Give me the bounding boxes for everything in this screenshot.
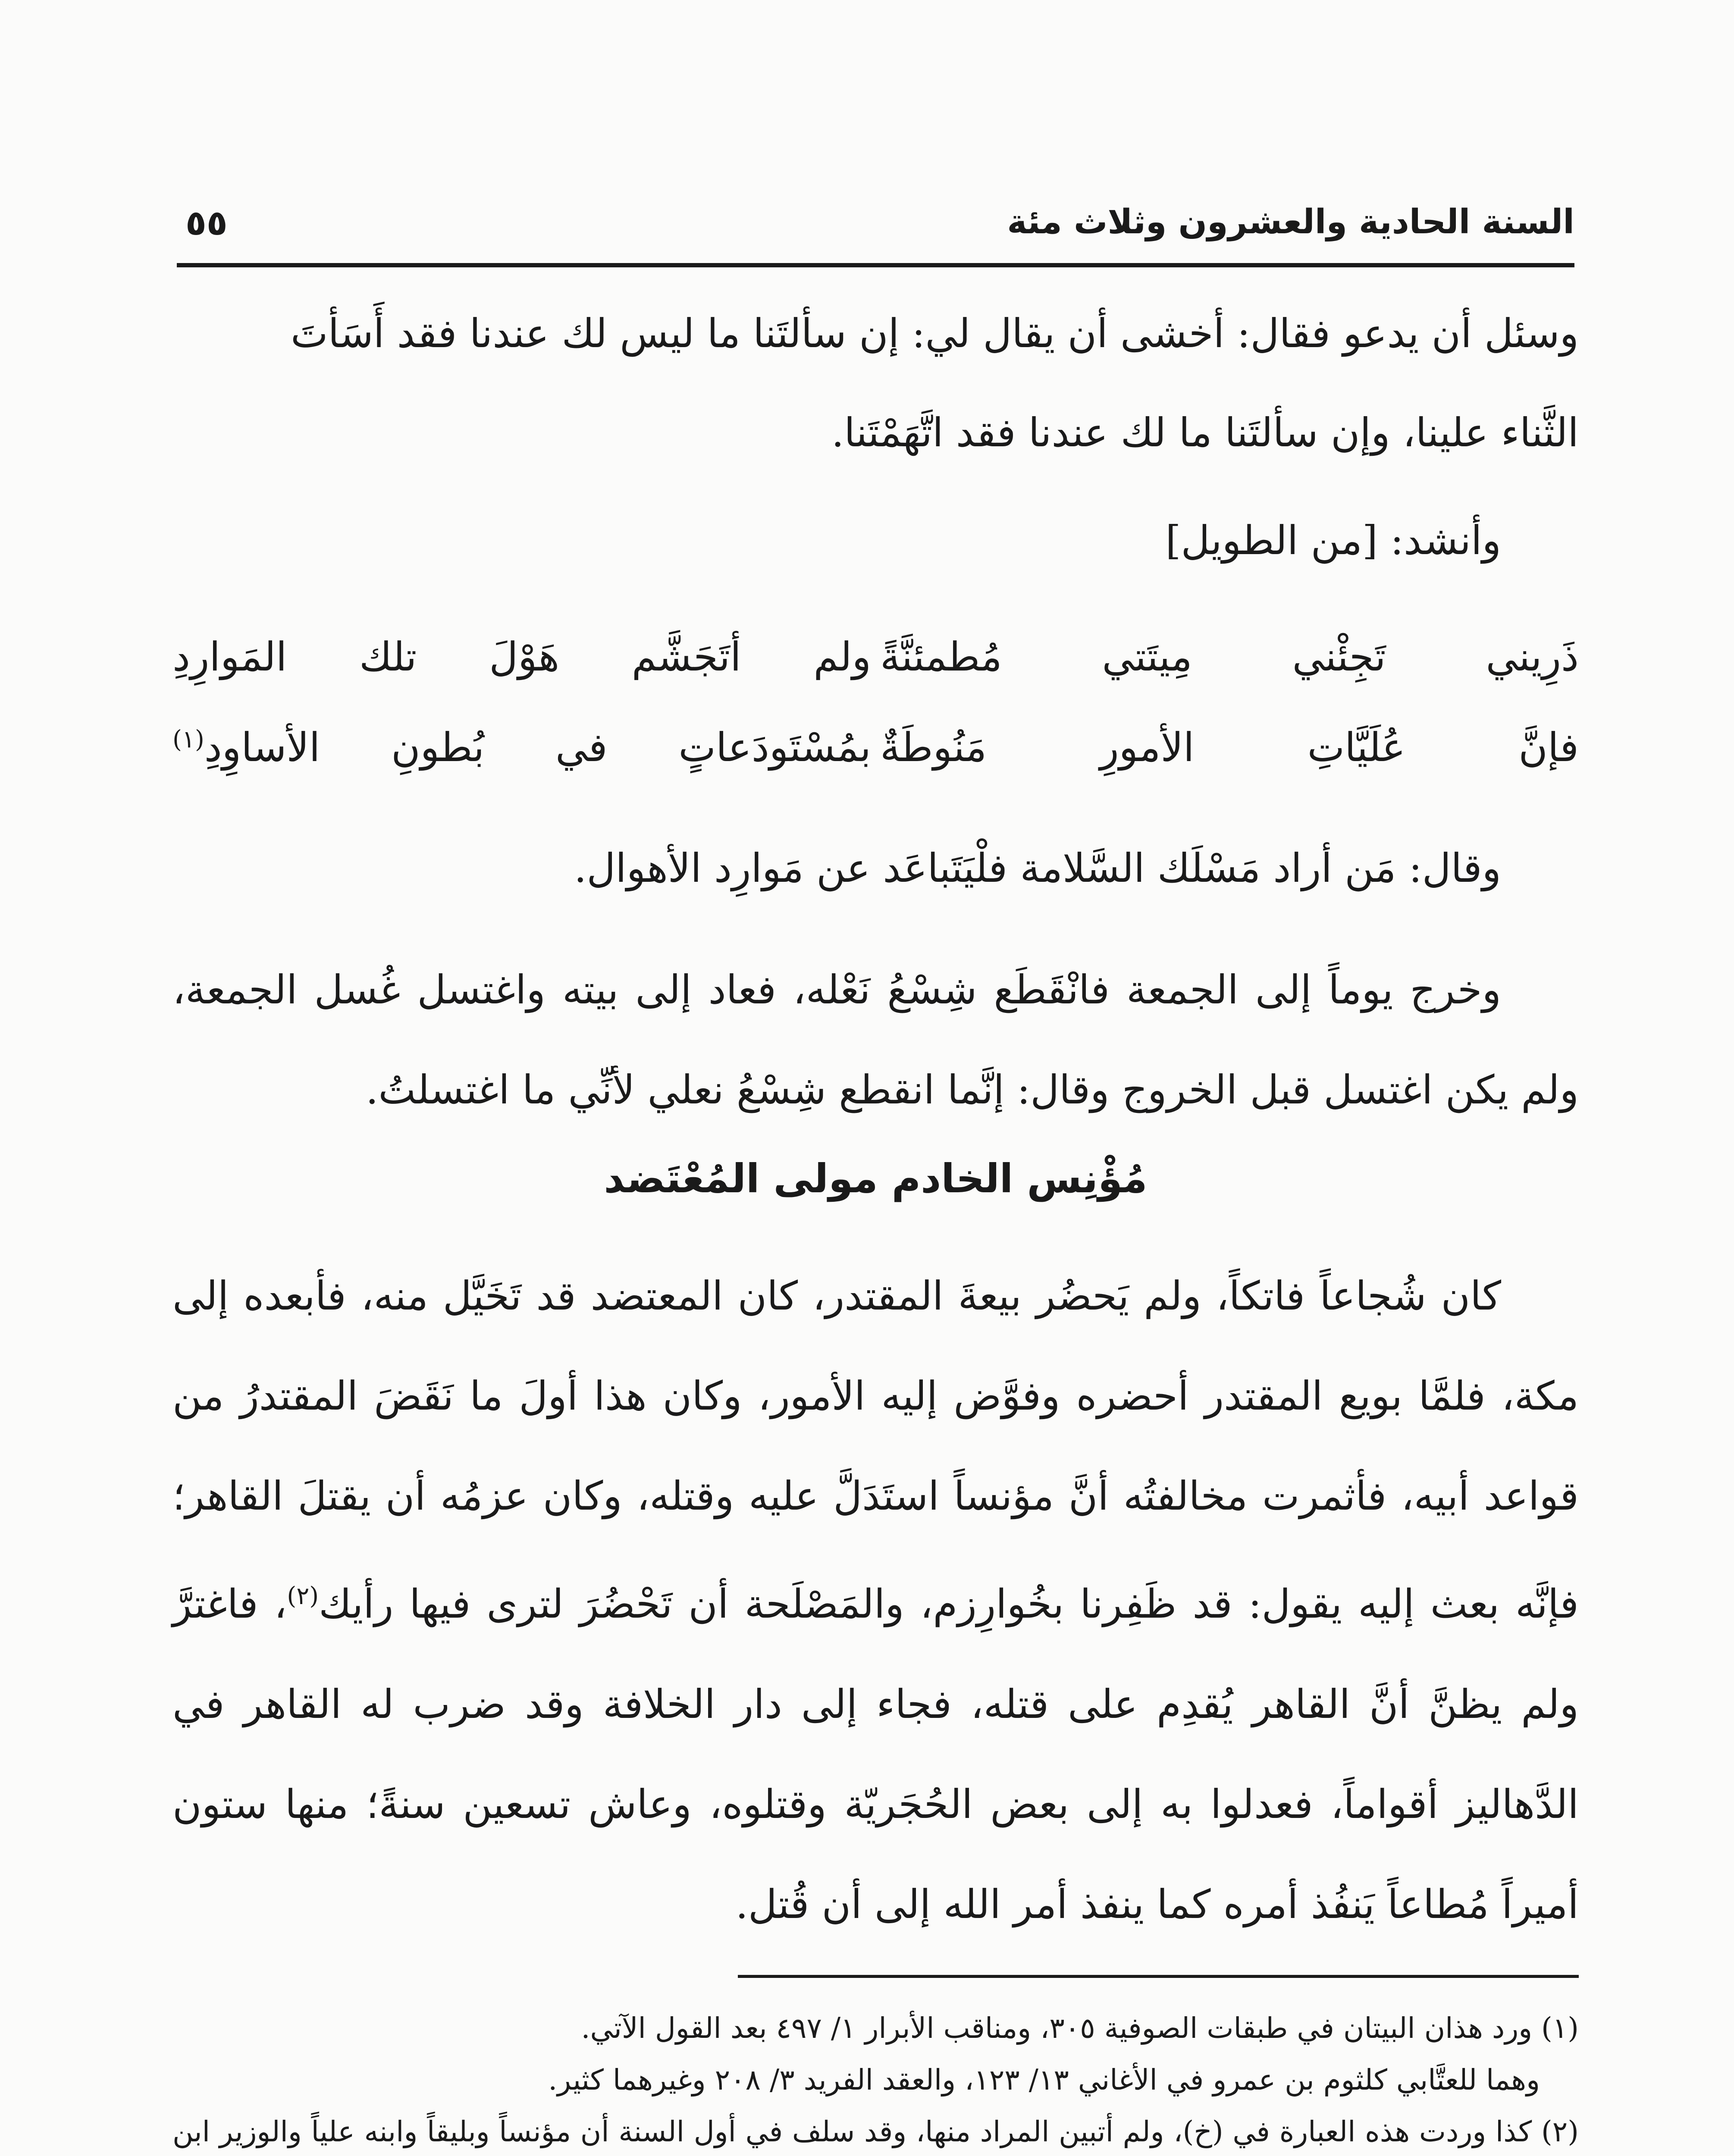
saying-line: وقال: مَن أراد مَسْلَك السَّلامة فلْيَتَباعَد عن مَوارِد الأهوال. (574, 845, 1501, 891)
footnote-2: (٢) كذا وردت هذه العبارة في (خ)، ولم أتبين المراد منها، وقد سلف في أول السنة أن مؤنساً وبليقاً وابنه علياً والوزير ابن (172, 2115, 1579, 2148)
verse-2-second-hemistich (172, 724, 871, 771)
verse-2-first-hemistich: فإنَّ عُلَيَّاتِ الأمورِ مَنُوطَةٌ (880, 724, 1579, 771)
paragraph-3 (172, 1246, 1579, 1955)
running-title: السنة الحادية والعشرون وثلاث مئة (1007, 203, 1574, 241)
section-heading: مُؤْنِس الخادم مولى المُعْتَضد (604, 1156, 1148, 1202)
paragraph-3-text-a: كان شُجاعاً فاتكاً، ولم يَحضُر بيعةَ المقتدر، كان المعتضد قد تَخَيَّل منه، فأبعده إلى مكة، فلمَّا بويع المقتدر أحضره وفوَّض إليه الأمور، وكان هذا أولَ ما نَقَضَ المقتدرُ من قواعد أبيه، فأثمرت مخالفتُه أنَّ مؤنساً استَدَلَّ عليه وقتله، وكان عزمُه أن يقتلَ القاهر؛ فإنَّه بعث إليه يقول: قد ظَفِرنا بخُوارِزم، والمَصْلَحة أن تَحْضُرَ لترى فيها رأيك (172, 1273, 1579, 1627)
verse-1-first-hemistich: ذَرِيني تَجِئْني مِيتَتي مُطمئنَّةً (880, 634, 1579, 680)
page-number: ٥٥ (185, 203, 228, 243)
page-header (177, 190, 1574, 254)
verse-2 (172, 724, 1579, 802)
verse-1 (172, 634, 1579, 711)
paragraph-1-line-1: وسئل أن يدعو فقال: أخشى أن يقال لي: إن سألتَنا ما ليس لك عندنا فقد أَسَأتَ (291, 310, 1579, 357)
paragraph-2: وخرج يوماً إلى الجمعة فانْقَطَع شِسْعُ نَعْله، فعاد إلى بيته واغتسل غُسل الجمعة، ولم يكن اغتسل قبل الخروج وقال: إنَّما انقطع شِسْعُ نعلي لأنِّي ما اغتسلتُ. (172, 967, 1579, 1113)
footnote-rule (738, 1975, 1579, 1978)
paragraph-3-text-b: ، فاغترَّ ولم يظنَّ أنَّ القاهر يُقدِم على قتله، فجاء إلى دار الخلافة وقد ضرب له القاهر في الدَّهاليز أقواماً، فعدلوا به إلى بعض الحُجَريّة وقتلوه، وعاش تسعين سنةً؛ منها ستون أميراً مُطاعاً يَنفُذ أمره كما ينفذ أمر الله إلى أن قُتل. (172, 1581, 1579, 1927)
footnote-1-line-1: (١) ورد هذان البيتان في طبقات الصوفية ٣٠٥، ومناقب الأبرار ١/ ٤٩٧ بعد القول الآتي. (581, 2012, 1579, 2045)
header-rule (177, 263, 1574, 267)
footnote-ref-1[interactable]: (١) (172, 725, 204, 754)
verse-intro: وأنشد: [من الطويل] (1165, 517, 1501, 564)
verse-1-second-hemistich: ولم أتَجَشَّم هَوْلَ تلك المَوارِدِ (172, 634, 871, 680)
footnote-1-line-2: وهما للعتَّابي كلثوم بن عمرو في الأغاني ١٣/ ١٢٣، والعقد الفريد ٣/ ٢٠٨ وغيرهما كثير. (548, 2063, 1540, 2096)
paragraph-1-line-2: الثَّناء علينا، وإن سألتَنا ما لك عندنا فقد اتَّهَمْتَنا. (831, 410, 1579, 456)
verse-2-second-hemistich-text: بمُسْتَودَعاتٍ في بُطونِ الأساوِدِ (204, 724, 871, 771)
footnote-ref-2[interactable]: (٢) (287, 1582, 319, 1610)
